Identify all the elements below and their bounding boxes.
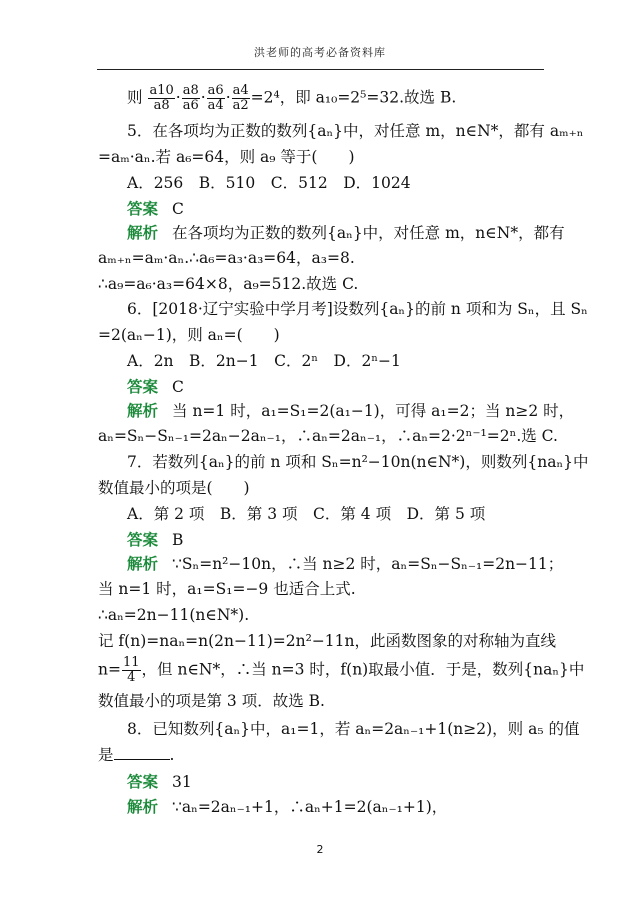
fraction <box>232 84 250 113</box>
text: 在各项均为正数的数列{aₙ}中，对任意 m，n∈N*，都有 <box>172 224 565 242</box>
q6-analysis-cont: aₙ=Sₙ−Sₙ₋₁=2aₙ−2aₙ₋₁，∴aₙ=2aₙ₋₁，∴aₙ=2·2ⁿ⁻¹=2ⁿ.选 C. <box>98 427 558 445</box>
fraction <box>122 656 141 685</box>
denominator: a2 <box>232 98 249 113</box>
fraction <box>182 84 200 113</box>
q5-analysis-cont: aₘ₊ₙ=aₘ·aₙ.∴a₆=a₃·a₃=64，a₃=8. <box>98 249 355 267</box>
text: =2⁴，即 a₁₀=2⁵=32.故选 B. <box>250 88 457 107</box>
q7-analysis-cont: 数值最小的项是第 3 项．故选 B. <box>98 692 325 710</box>
denominator: a8 <box>153 98 170 113</box>
q7-analysis-cont: 当 n=1 时，a₁=S₁=−9 也适合上式. <box>98 580 356 598</box>
text: ，但 n∈N*，∴当 n=3 时，f(n)取最小值．于是，数列{naₙ}中 <box>141 660 585 679</box>
denominator: a4 <box>207 98 224 113</box>
q7-stem: 7．若数列{aₙ}的前 n 项和 Sₙ=n²−10n(n∈N*)，则数列{naₙ}中 <box>127 453 589 471</box>
page-header: 洪老师的高考必备资料库 <box>254 46 386 59</box>
text: n= <box>98 660 121 679</box>
q5-analysis <box>127 222 577 244</box>
analysis-label: 解析 <box>127 224 159 242</box>
answer-label: 答案 <box>127 531 159 549</box>
text: . <box>169 746 175 764</box>
numerator: 11 <box>122 655 140 670</box>
text: 则 <box>127 88 143 107</box>
q5-stem: 5．在各项均为正数的数列{aₙ}中，对任意 m，n∈N*，都有 aₘ₊ₙ <box>127 122 584 140</box>
text: ∵Sₙ=n²−10n，∴当 n≥2 时，aₙ=Sₙ−Sₙ₋₁=2n−11； <box>172 555 564 573</box>
q7-analysis-cont: 记 f(n)=naₙ=n(2n−11)=2n²−11n，此函数图象的对称轴为直线 <box>98 632 557 650</box>
numerator: a8 <box>182 83 199 98</box>
answer-label: 答案 <box>127 200 159 218</box>
text: 当 n=1 时，a₁=S₁=2(a₁−1)，可得 a₁=2；当 n≥2 时， <box>172 402 575 420</box>
q7-options: A．第 2 项 B．第 3 项 C．第 4 项 D．第 5 项 <box>127 505 486 523</box>
q5-answer <box>127 198 577 220</box>
q7-analysis-cont: ∴aₙ=2n−11(n∈N*). <box>98 606 250 624</box>
q5-stem-cont: =aₘ·aₙ.若 a₆=64，则 a₉ 等于( ) <box>98 148 355 166</box>
q8-stem: 8．已知数列{aₙ}中，a₁=1，若 aₙ=2aₙ₋₁+1(n≥2)，则 a₅ 的值 <box>127 720 580 738</box>
analysis-label: 解析 <box>127 798 159 816</box>
answer-blank <box>114 745 170 760</box>
q8-stem-cont <box>98 744 548 766</box>
page-number: 2 <box>316 843 324 856</box>
q6-options: A．2n B．2n−1 C．2ⁿ D．2ⁿ−1 <box>127 352 401 370</box>
q6-answer <box>127 376 577 398</box>
prev-solution-conclusion: 则 $\frac{a10}{a8}$ · $\frac{a8}{a6}$ · $\frac{a6}{a4}$ · $\frac{a4}{a2}$ =2⁴，即 a₁₀=2⁵=32.故选 B. <box>127 83 457 113</box>
q5-options: A．256 B．510 C．512 D．1024 <box>127 174 411 192</box>
q6-stem: 6．[2018·辽宁实验中学月考]设数列{aₙ}的前 n 项和为 Sₙ，且 Sₙ <box>127 300 588 318</box>
q6-stem-cont: =2(aₙ−1)，则 aₙ=( ) <box>98 326 280 344</box>
numerator: a10 <box>149 83 174 98</box>
denominator: 4 <box>127 670 136 685</box>
numerator: a6 <box>207 83 224 98</box>
answer-label: 答案 <box>127 773 159 791</box>
analysis-label: 解析 <box>127 402 159 420</box>
q7-stem-cont: 数值最小的项是( ) <box>98 479 250 497</box>
answer-value: B <box>172 531 184 549</box>
header-rule <box>97 69 544 70</box>
denominator: a6 <box>182 98 199 113</box>
analysis-label: 解析 <box>127 555 159 573</box>
q6-analysis <box>127 400 577 422</box>
q7-analysis <box>127 553 577 575</box>
q8-analysis <box>127 796 577 818</box>
answer-value: 31 <box>172 773 192 791</box>
text: ∵aₙ=2aₙ₋₁+1，∴aₙ+1=2(aₙ₋₁+1)， <box>172 798 448 816</box>
q7-analysis-cont <box>98 655 585 685</box>
q5-analysis-cont: ∴a₉=a₆·a₃=64×8，a₉=512.故选 C. <box>98 275 359 293</box>
text: 是 <box>98 746 114 764</box>
q7-answer <box>127 529 577 551</box>
q8-answer <box>127 771 577 793</box>
fraction <box>207 84 225 113</box>
numerator: a4 <box>232 83 249 98</box>
answer-value: C <box>172 378 184 396</box>
answer-label: 答案 <box>127 378 159 396</box>
answer-value: C <box>172 200 184 218</box>
fraction <box>148 84 174 113</box>
